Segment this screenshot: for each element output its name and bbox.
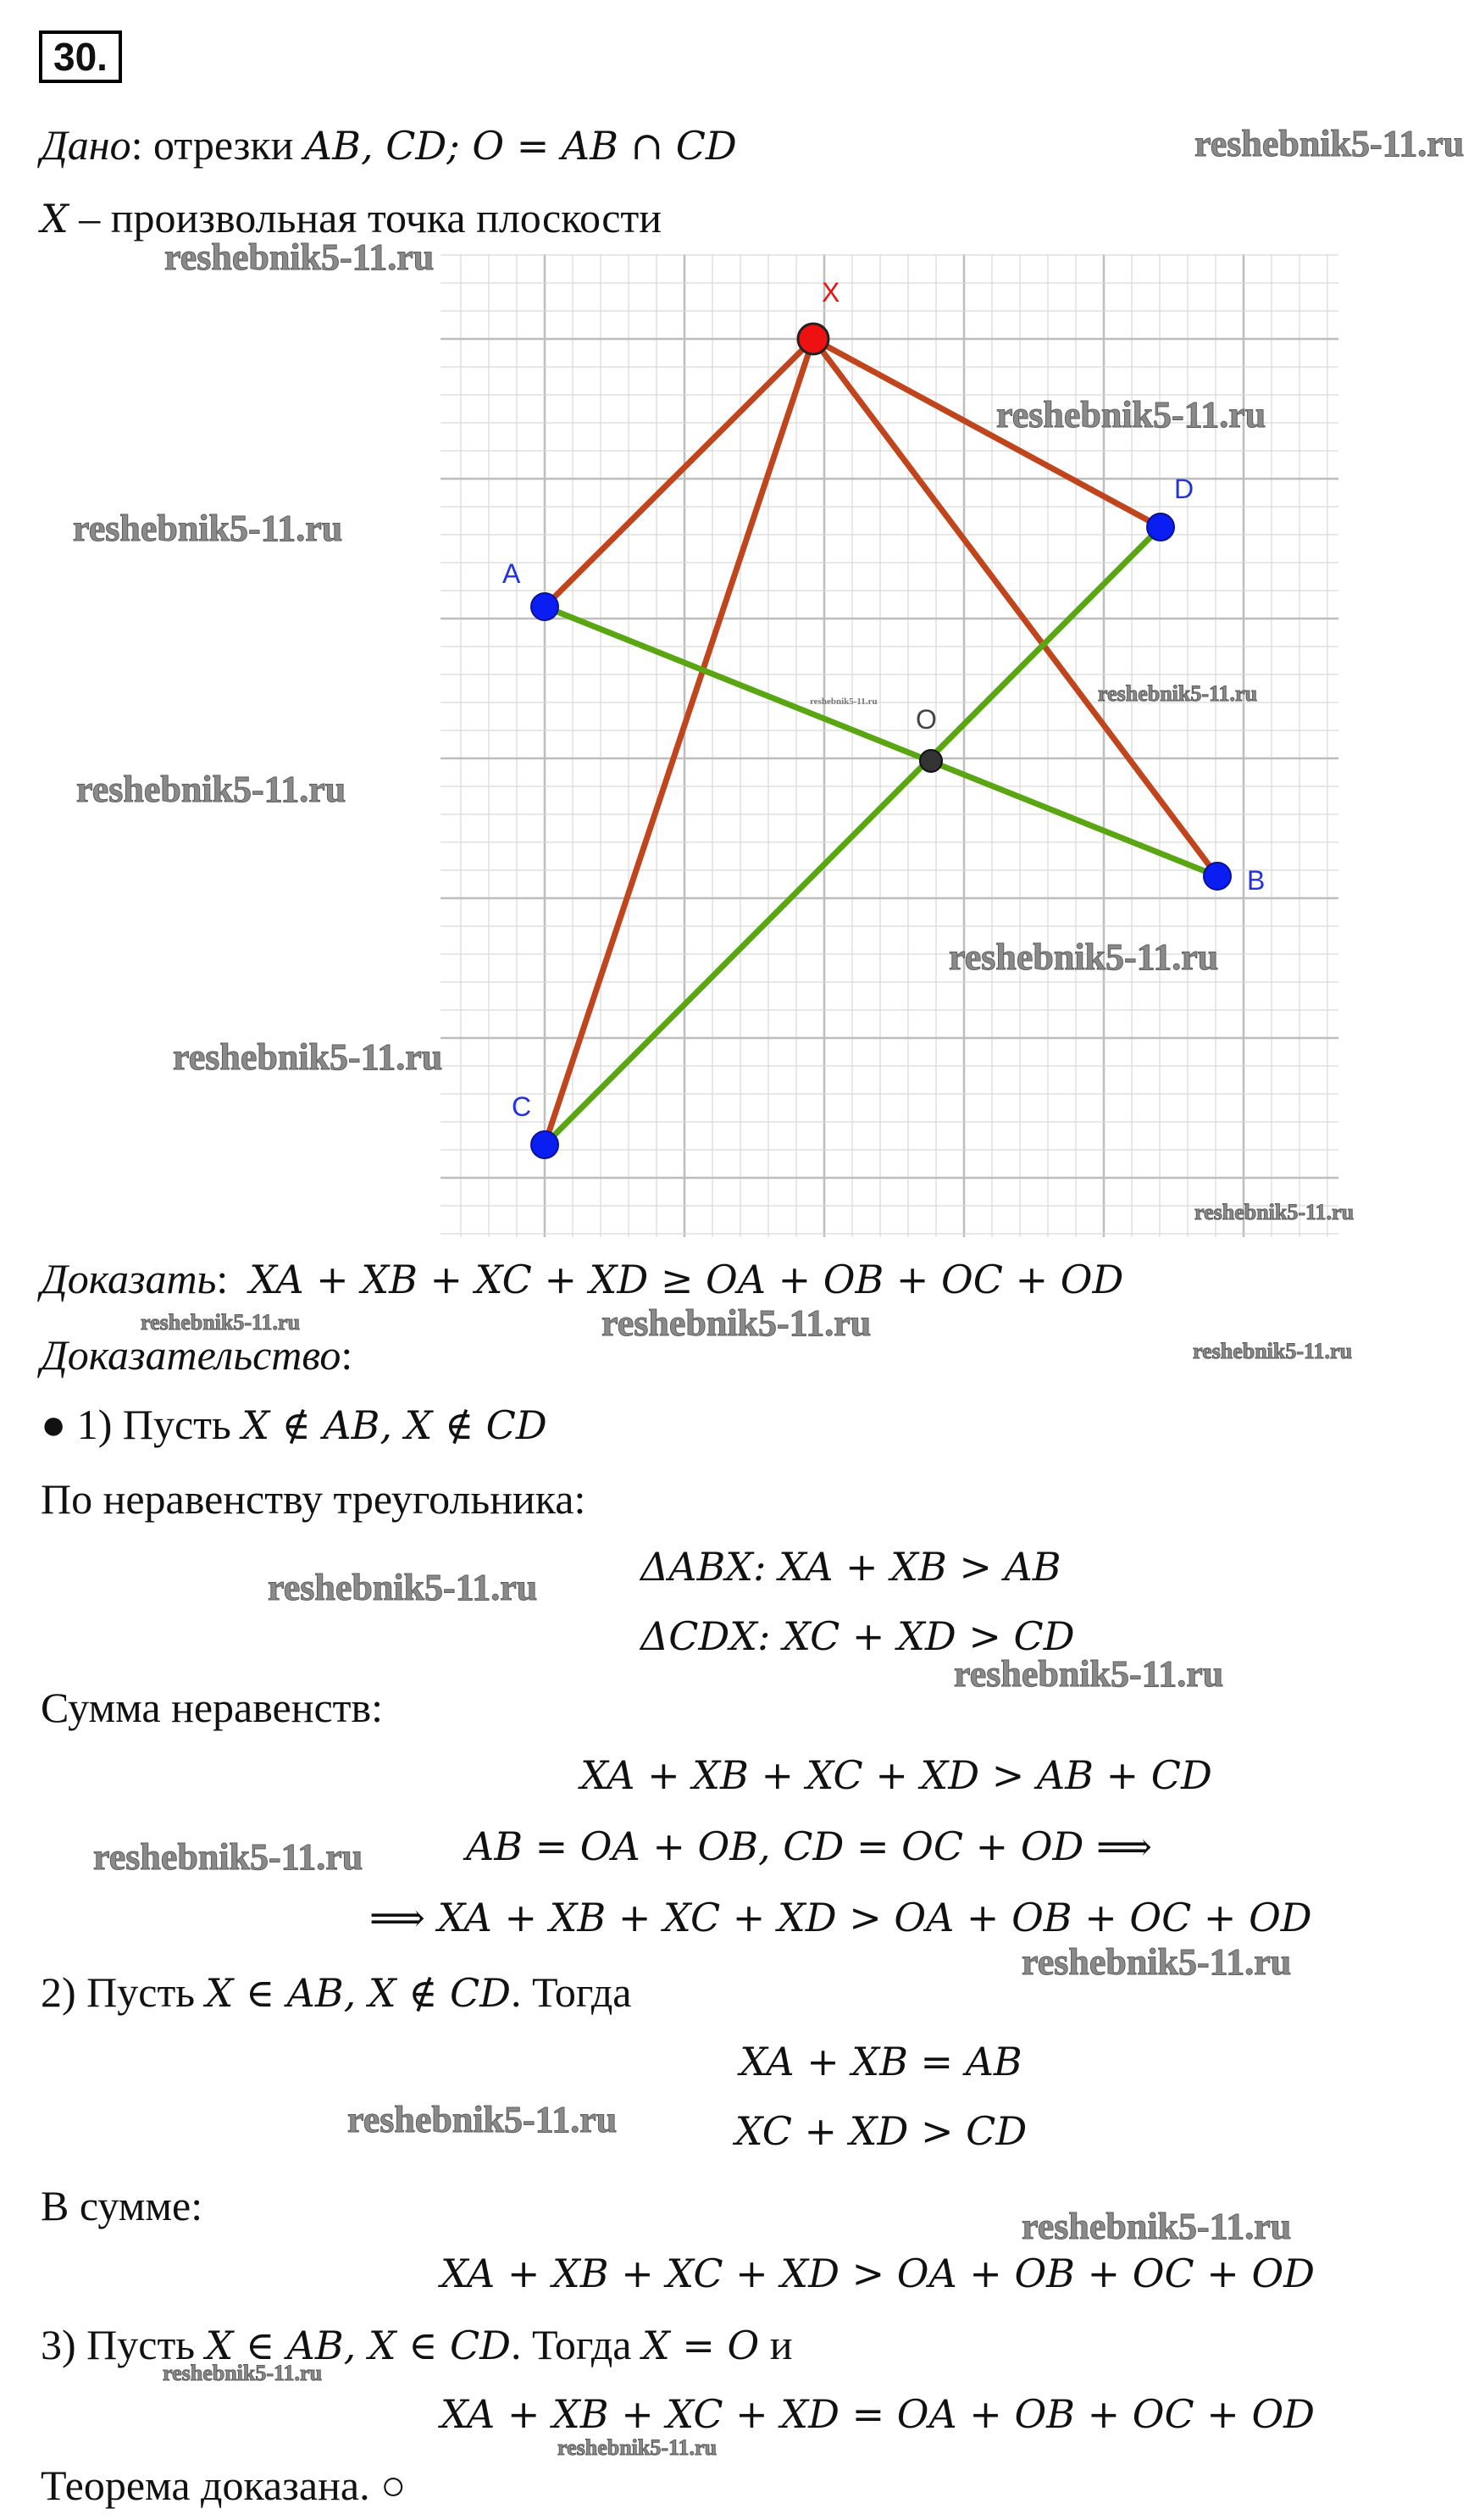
watermark: reshebnik5-11.ru [93, 1836, 363, 1878]
case-3-equality: XA + XB + XC + XD = OA + OB + OC + OD [440, 2391, 1316, 2437]
sum-result: ⟹ XA + XB + XC + XD > OA + OB + OC + OD [369, 1895, 1312, 1940]
case-1-text: ● 1) Пусть [41, 1401, 242, 1448]
prove-formula: XA + XB + XC + XD ≥ OA + OB + OC + OD [249, 1257, 1124, 1302]
label-d: D [1174, 474, 1194, 504]
point-a [531, 593, 558, 620]
prove-label: Доказать [41, 1255, 217, 1302]
point-d [1147, 513, 1174, 541]
given-point-x: X [41, 196, 69, 241]
segment-equalities: AB = OA + OB, CD = OC + OD ⟹ [466, 1823, 1153, 1869]
watermark: reshebnik5-11.ru [73, 508, 343, 549]
inequality-cdx: ΔCDX: XC + XD > CD [640, 1613, 1075, 1659]
inequality-abx: ΔABX: XA + XB > AB [640, 1544, 1061, 1590]
watermark: reshebnik5-11.ru [1193, 1339, 1353, 1363]
watermark: reshebnik5-11.ru [954, 1653, 1224, 1695]
case-2-inequality: XC + XD > CD [734, 2108, 1028, 2154]
proof-label: Доказательство [41, 1331, 341, 1379]
case-2-sum: XA + XB + XC + XD > OA + OB + OC + OD [440, 2251, 1316, 2296]
case-1-formula: X ∉ AB, X ∉ CD [241, 1402, 547, 1448]
given-text: : отрезки [130, 121, 304, 169]
point-b [1204, 863, 1231, 890]
case-2-suffix: . Тогда [511, 1968, 632, 2016]
case-2-equality: XA + XB = AB [740, 2039, 1022, 2084]
watermark: reshebnik5-11.ru [1194, 1200, 1355, 1224]
label-c: C [512, 1091, 532, 1122]
point-o [920, 750, 942, 772]
case-2 [41, 1968, 632, 2016]
label-x: X [822, 277, 840, 308]
label-o: O [916, 704, 937, 735]
watermark: reshebnik5-11.ru [1022, 1941, 1292, 1983]
case-3-suffix: и [759, 2321, 793, 2368]
label-b: B [1247, 865, 1266, 896]
watermark: reshebnik5-11.ru [557, 2435, 718, 2460]
prove-line: Доказать: XA + XB + XC + XD ≥ OA + OB + OC + OD [41, 1255, 1124, 1302]
case-2-prefix: 2) Пусть [41, 1968, 206, 2016]
sum-inequality: XA + XB + XC + XD > AB + CD [580, 1752, 1212, 1798]
segments [545, 339, 1217, 1145]
triangle-inequality-text: По неравенству треугольника: [41, 1475, 586, 1523]
given-line2-text: – произвольная точка плоскости [68, 194, 662, 241]
watermark: reshebnik5-11.ru [996, 394, 1266, 436]
proof-heading: Доказательство: [41, 1331, 353, 1379]
watermark: reshebnik5-11.ru [1194, 123, 1465, 164]
given-line-2 [41, 194, 662, 241]
watermark: reshebnik5-11.ru [1022, 2206, 1292, 2247]
watermark: reshebnik5-11.ru [141, 1310, 301, 1335]
watermark: reshebnik5-11.ru [347, 2099, 618, 2140]
case-3-formula: X ∈ AB, X ∈ CD [205, 2323, 512, 2368]
case-3-mid: . Тогда [511, 2321, 642, 2368]
watermark: reshebnik5-11.ru [810, 697, 878, 707]
given-formula: AB, CD; O = AB ∩ CD [303, 123, 737, 169]
given-line [41, 121, 737, 169]
given-label: Дано [41, 121, 131, 169]
point-x [798, 324, 828, 354]
conclusion-text: Теорема доказана. ○ [41, 2462, 407, 2509]
sum-text: Сумма неравенств: [41, 1684, 384, 1731]
watermark: reshebnik5-11.ru [164, 236, 435, 278]
case-3-prefix: 3) Пусть [41, 2321, 206, 2368]
label-a: A [502, 558, 521, 589]
segment-xa [545, 339, 813, 607]
case-3-formula-2: X = O [641, 2323, 760, 2368]
segment-xc [545, 339, 813, 1145]
watermark: reshebnik5-11.ru [76, 769, 346, 810]
watermark: reshebnik5-11.ru [173, 1036, 443, 1078]
watermark: reshebnik5-11.ru [163, 2361, 323, 2385]
case-3 [41, 2323, 793, 2366]
watermark: reshebnik5-11.ru [268, 1567, 538, 1608]
in-sum-text: В сумме: [41, 2182, 203, 2229]
problem-number: 30. [39, 31, 122, 83]
case-1 [41, 1403, 547, 1446]
case-2-formula: X ∈ AB, X ∉ CD [205, 1970, 512, 2016]
watermark: reshebnik5-11.ru [949, 936, 1219, 978]
watermark: reshebnik5-11.ru [1098, 681, 1258, 706]
watermark: reshebnik5-11.ru [601, 1302, 872, 1344]
point-c [531, 1131, 558, 1158]
